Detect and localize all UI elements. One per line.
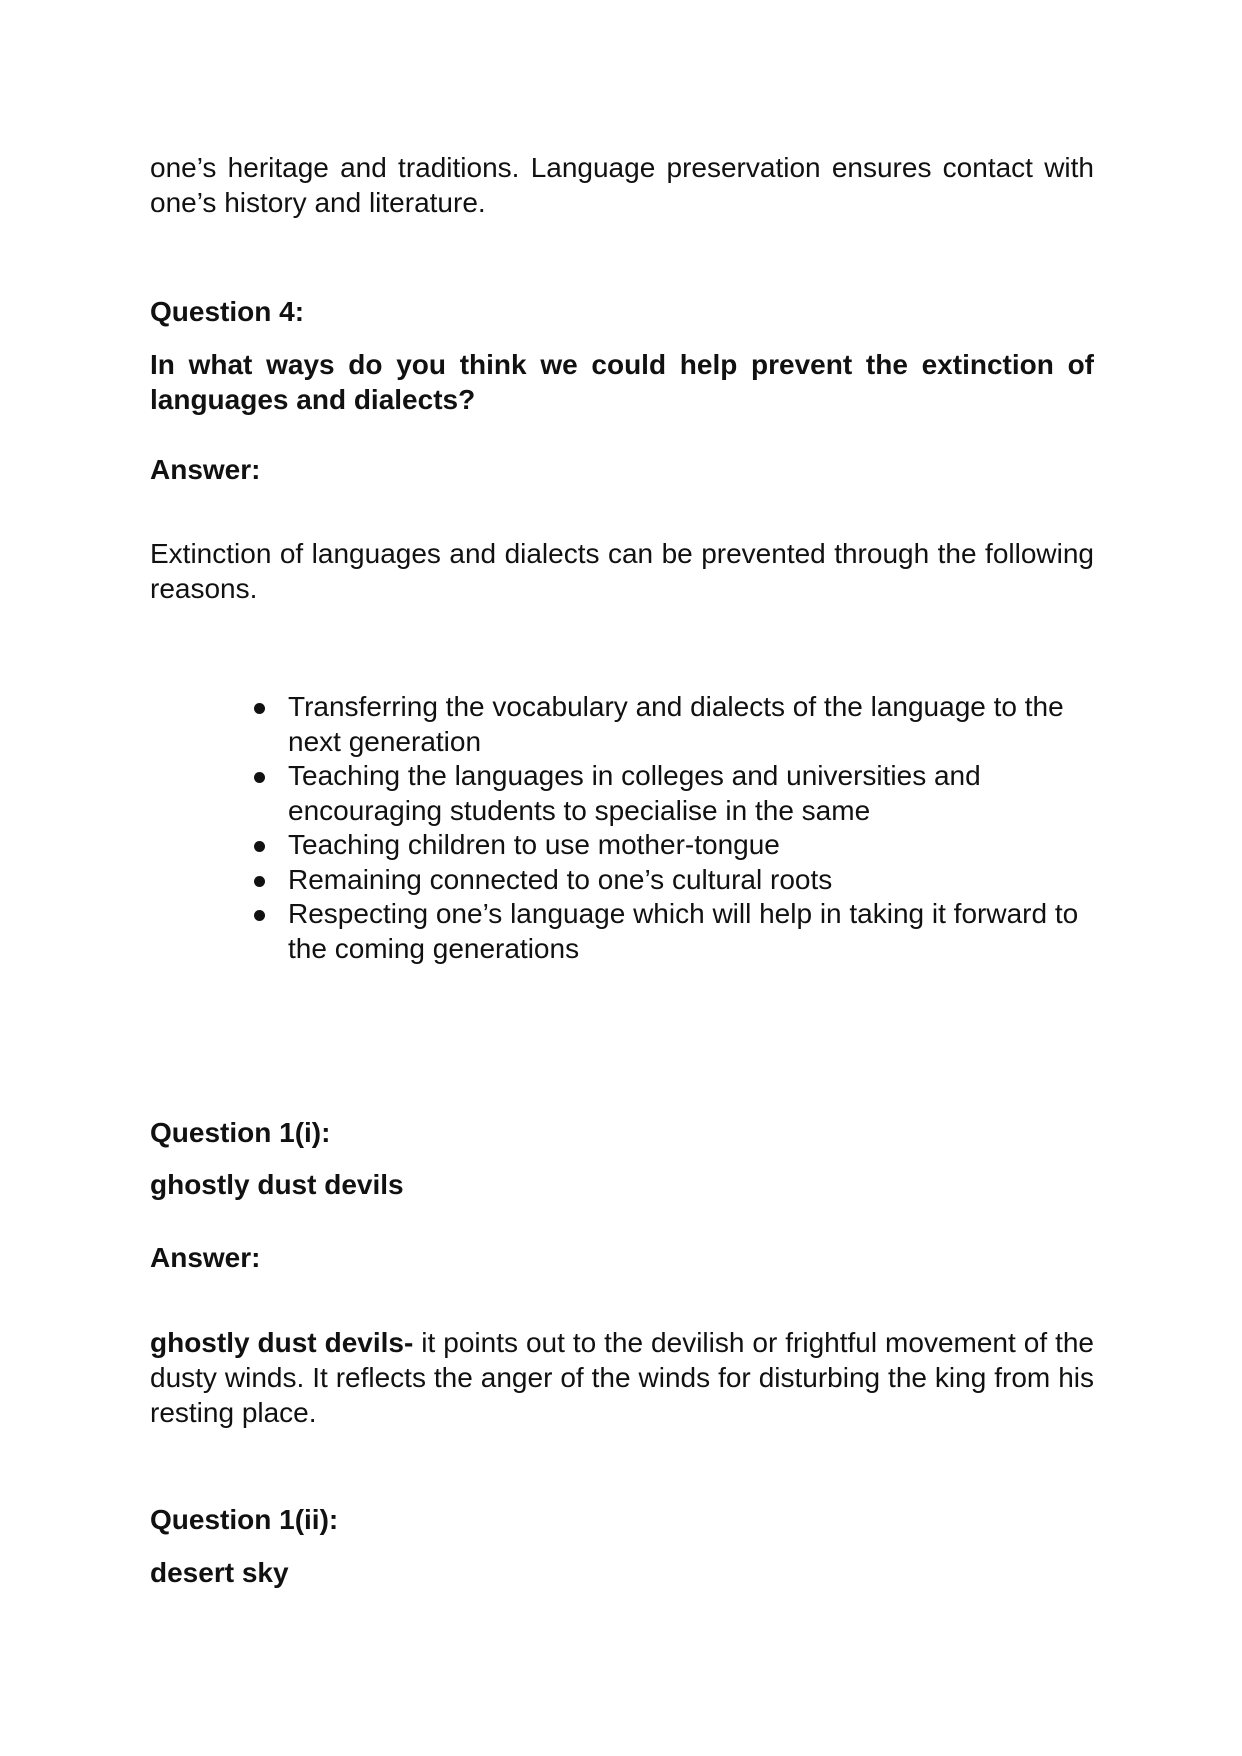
bullet-icon: [254, 876, 265, 887]
question-1ii-heading: Question 1(ii):: [150, 1504, 339, 1535]
list-item-text: Transferring the vocabulary and dialects of the language to the next generation: [288, 691, 1064, 757]
bullet-icon: [254, 841, 265, 852]
list-item-text: Respecting one’s language which will help in taking it forward to the coming generations: [288, 898, 1079, 964]
question-4-heading: Question 4:: [150, 296, 305, 327]
list-item-text: Remaining connected to one’s cultural roots: [288, 863, 833, 895]
list-item: [250, 690, 1100, 759]
question-1i-phrase: ghostly dust devils: [150, 1169, 404, 1200]
intro-continuation-paragraph: one’s heritage and traditions. Language preservation ensures contact with one’s history and literature.: [150, 152, 1094, 218]
bullet-icon: [254, 772, 265, 783]
question-1i-answer-paragraph: [150, 1325, 1094, 1430]
list-item-text: Teaching children to use mother-tongue: [288, 829, 780, 860]
question-4-answer-intro: Extinction of languages and dialects can be prevented through the following reasons.: [150, 538, 1094, 604]
bullet-icon: [254, 703, 265, 714]
list-item: [250, 863, 1100, 898]
bullet-icon: [254, 910, 265, 921]
question-1i-heading: Question 1(i):: [150, 1117, 331, 1148]
answer-term: ghostly dust devils-: [150, 1327, 414, 1358]
list-item: [250, 759, 1100, 828]
answer-explanation: it points out to the devilish or frightful movement of the dusty winds. It reflects the anger of the winds for disturbing the king from his resting place.: [150, 1327, 1094, 1428]
list-item-text: Teaching the languages in colleges and universities and encouraging students to specialise in the same: [288, 760, 981, 826]
answer-bullet-list: [250, 690, 1100, 966]
question-4-answer-label: Answer:: [150, 454, 261, 485]
question-1i-answer-label: Answer:: [150, 1242, 261, 1273]
list-item: [250, 828, 1100, 863]
list-item: [250, 897, 1100, 966]
question-1ii-phrase: desert sky: [150, 1557, 289, 1588]
question-4-text: In what ways do you think we could help prevent the extinction of languages and dialects?: [150, 349, 1094, 415]
